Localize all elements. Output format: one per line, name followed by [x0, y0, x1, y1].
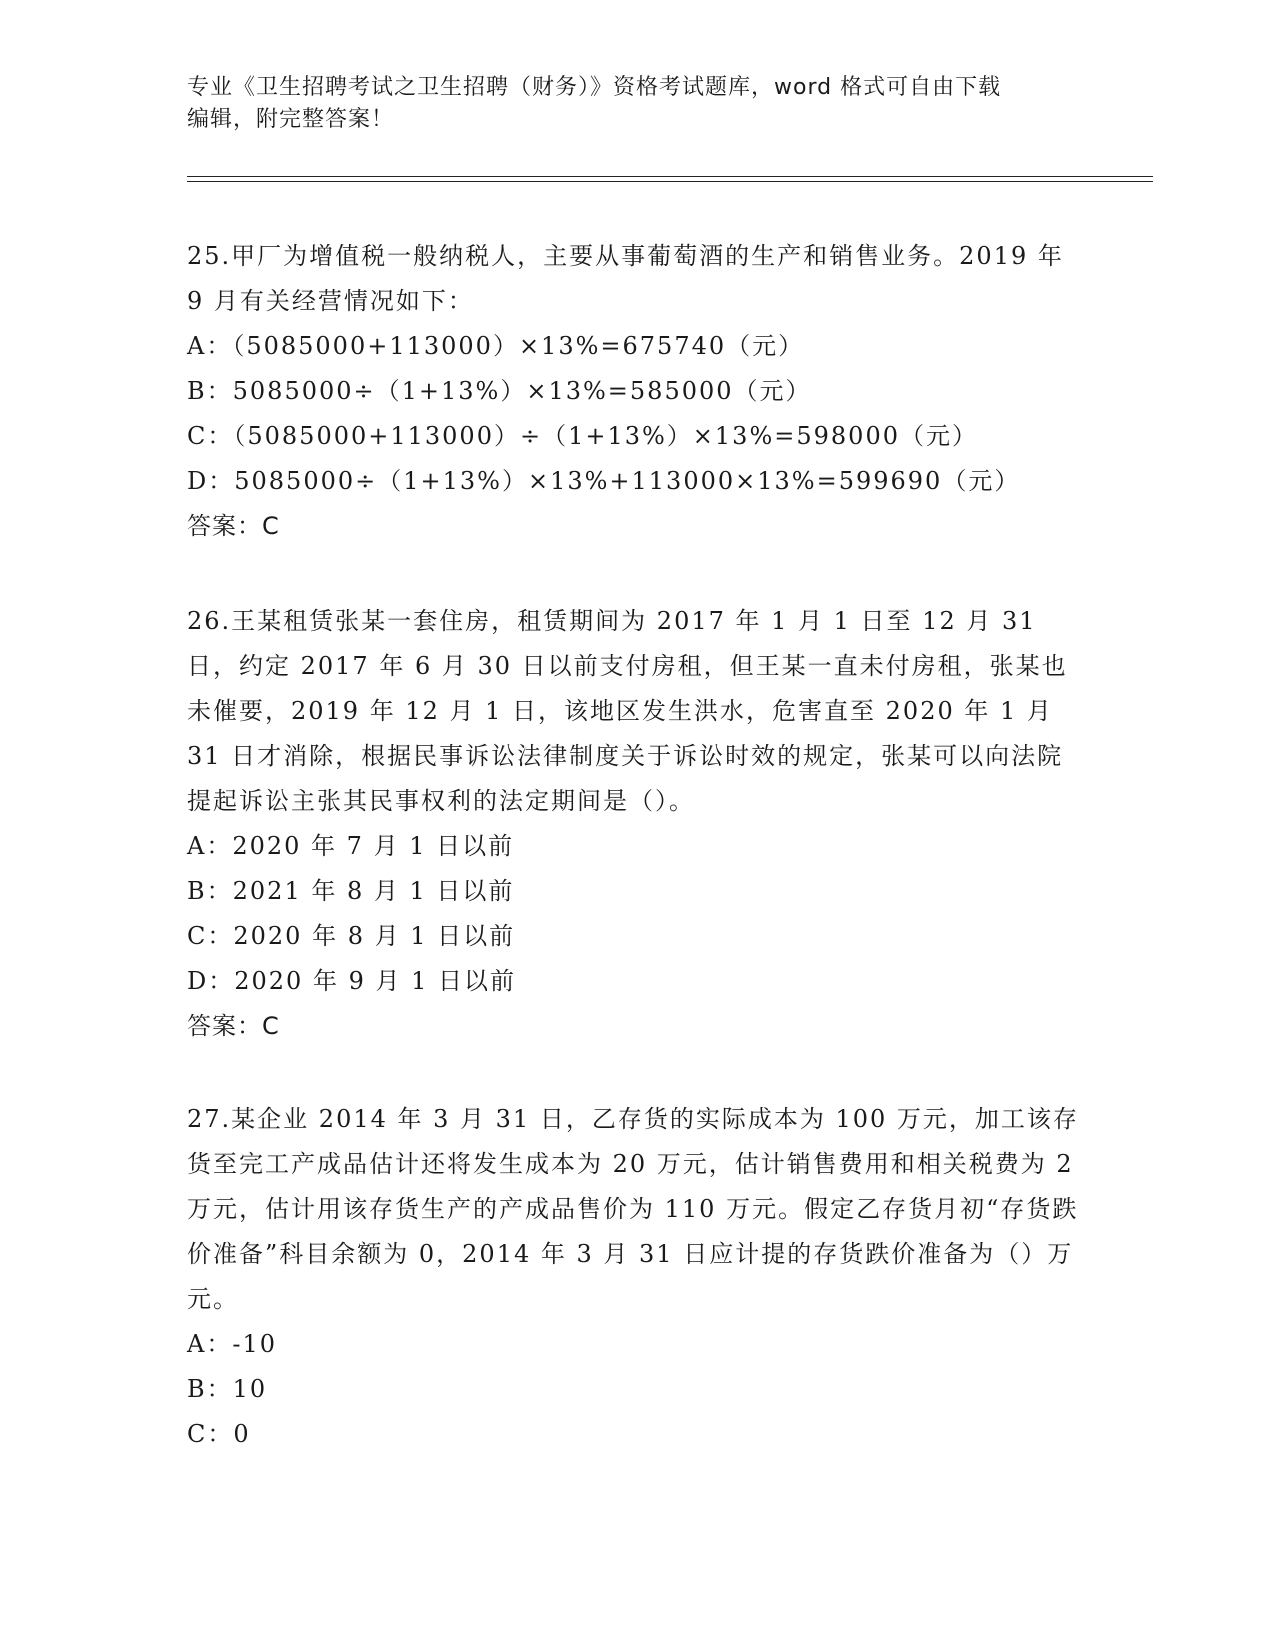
option-a: A：（5085000+113000）×13%=675740（元） — [187, 332, 805, 360]
option-a: A：-10 — [187, 1330, 277, 1358]
question-stem: 25.甲厂为增值税一般纳税人，主要从事葡萄酒的生产和销售业务。2019 年 9 月有关经营情况如下： — [187, 242, 1064, 315]
option-b: B：5085000÷（1+13%）×13%=585000（元） — [187, 377, 812, 405]
option-c: C：2020 年 8 月 1 日以前 — [187, 922, 516, 950]
option-b: B：10 — [187, 1375, 268, 1403]
question-26 — [187, 599, 1087, 1049]
answer-line: 答案：C — [187, 512, 280, 540]
option-a: A：2020 年 7 月 1 日以前 — [187, 832, 515, 860]
header-divider-bottom — [187, 181, 1153, 182]
answer-line: 答案：C — [187, 1012, 280, 1040]
question-stem: 27.某企业 2014 年 3 月 31 日，乙存货的实际成本为 100 万元，加工该存货至完工产成品估计还将发生成本为 20 万元，估计销售费用和相关税费为 2 万元，估计用该存货生产的产成品售价为 110 万元。假定乙存货月初“存货跌价准备”科目余额为 0，2014 年 3 月 31 日应计提的存货跌价准备为（）万元。 — [187, 1105, 1079, 1313]
option-b: B：2021 年 8 月 1 日以前 — [187, 877, 515, 905]
document-header — [187, 72, 1067, 136]
option-c: C：0 — [187, 1420, 251, 1448]
header-line-2: 编辑，附完整答案！ — [187, 107, 395, 132]
header-line-1: 专业《卫生招聘考试之卫生招聘（财务）》资格考试题库，word 格式可自由下载 — [187, 75, 1002, 100]
option-d: D：5085000÷（1+13%）×13%+113000×13%=599690（元） — [187, 467, 1021, 495]
option-d: D：2020 年 9 月 1 日以前 — [187, 967, 517, 995]
question-stem: 26.王某租赁张某一套住房，租赁期间为 2017 年 1 月 1 日至 12 月 31 日，约定 2017 年 6 月 30 日以前支付房租，但王某一直未付房租，张某也未催要，2019 年 12 月 1 日，该地区发生洪水，危害直至 2020 年 1 月 31 日才消除，根据民事诉讼法律制度关于诉讼时效的规定，张某可以向法院提起诉讼主张其民事权利的法定期间是（）。 — [187, 607, 1068, 815]
option-c: C：（5085000+113000）÷（1+13%）×13%=598000（元） — [187, 422, 978, 450]
question-27 — [187, 1097, 1087, 1457]
header-divider-top — [187, 176, 1153, 177]
question-25 — [187, 234, 1087, 549]
